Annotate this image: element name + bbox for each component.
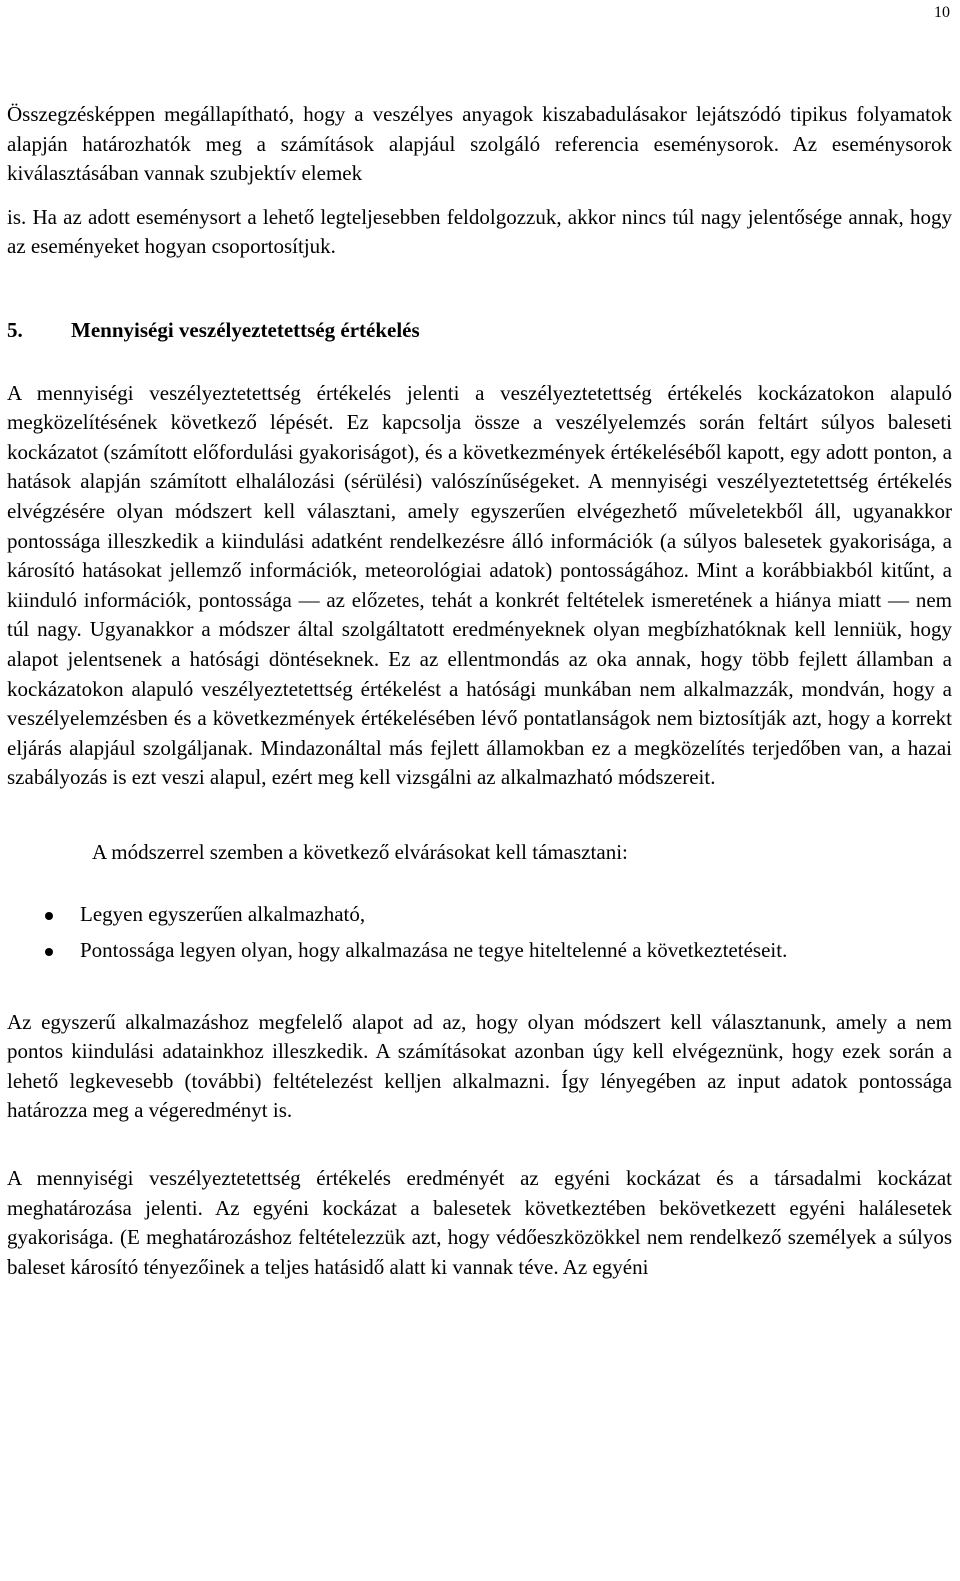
intro-tail: is. Ha az adott eseménysort a lehető legteljesebben feldolgozzuk, akkor nincs túl nagy jelentősége annak, hogy az eseményeket hogyan csoportosítjuk. [7,204,952,259]
document-body [7,100,952,1282]
intro-paragraph [7,100,952,262]
section-title: Mennyiségi veszélyeztetettség értékelés [71,317,420,342]
list-item-text: Legyen egyszerűen alkalmazható, [80,902,366,927]
list-item [7,900,952,930]
page-number: 10 [934,4,950,21]
requirements-intro: A módszerrel szemben a következő elvárásokat kell támasztani: [92,839,628,864]
simple-use-paragraph: Az egyszerű alkalmazáshoz megfelelő alapot ad az, hogy olyan módszert kell választanunk, amely a nem pontos kiindulási adatainkhoz illeszkedik. A számításokat azonban úgy kell elvégeznünk, hogy ezek során a lehető legkevesebb (további) feltételezést kelljen alkalmazni. Így lényegében az input adatok pontossága határozza meg a végeredményt is. [7,1009,952,1123]
bullet-icon [45,948,53,956]
bullet-icon [45,912,53,920]
intro-text: Összegzésképpen megállapítható, hogy a veszélyes anyagok kiszabadulásakor lejátszódó tipikus folyamatok alapján határozhatók meg a számítások alapjául szolgáló referencia eseménysorok. Az eseménysorok kiválasztásában vannak szubjektív elemek [7,102,952,186]
requirements-list [7,900,952,965]
list-item [7,936,952,966]
result-paragraph: A mennyiségi veszélyeztetettség értékelés eredményét az egyéni kockázat és a társadalmi kockázat meghatározása jelenti. Az egyéni kockázat a balesetek következtében bekövetkezett egyéni halálesetek gyakorisága. (E meghatározáshoz feltételezzük azt, hogy védőeszközökkel nem rendelkező személyek a súlyos baleset károsító tényezőinek a teljes hatásidő alatt ki vannak téve. Az egyéni [7,1166,952,1279]
main-paragraph: A mennyiségi veszélyeztetettség értékelés jelenti a veszélyeztetettség értékelés kockázatokon alapuló megközelítésének következő lépését. Ez kapcsolja össze a veszélyelemzés során feltárt súlyos baleseti kockázatot (számított előfordulási gyakoriságot), és a következmények értékeléséből kapott, egy adott ponton, a hatások alapján számított elhalálozási (sérülési) valószínűségeket. A mennyiségi veszélyeztetettség értékelés elvégzésére olyan módszert kell választani, amely egyszerűen elvégezhető műveletekből áll, ugyanakkor pontossága illeszkedik a kiindulási adatként rendelkezésre álló információk (a súlyos balesetek gyakorisága, a károsító hatásokat jellemző információk, meteorológiai adatok) pontosságához. Mint a korábbiakból kitűnt, a kiinduló információk, pontossága — az előzetes, tehát a konkrét feltételek ismeretének a hiánya miatt — nem túl nagy. Ugyanakkor a módszer által szolgáltatott eredményeknek olyan megbízhatóknak kell lenniük, hogy alapot jelentsenek a hatósági döntéseknek. Ez az ellentmondás az oka annak, hogy több fejlett államban a kockázatokon alapuló veszélyeztetettség értékelést a hatósági munkában nem alkalmazzák, mondván, hogy a veszélyelemzésben és a következmények értékelésében lévő pontatlanságok nem biztosítják azt, hogy a korrekt eljárás alapjául szolgáljanak. Mindazonáltal más fejlett államokban ez a megközelítés terjedőben van, a hazai szabályozás is ezt veszi alapul, ezért meg kell vizsgálni az alkalmazható módszereit. [7,380,952,790]
section-heading [7,316,952,346]
section-number: 5. [7,317,23,342]
list-item-text: Pontossága legyen olyan, hogy alkalmazása ne tegye hiteltelenné a következtetéseit. [80,938,788,963]
